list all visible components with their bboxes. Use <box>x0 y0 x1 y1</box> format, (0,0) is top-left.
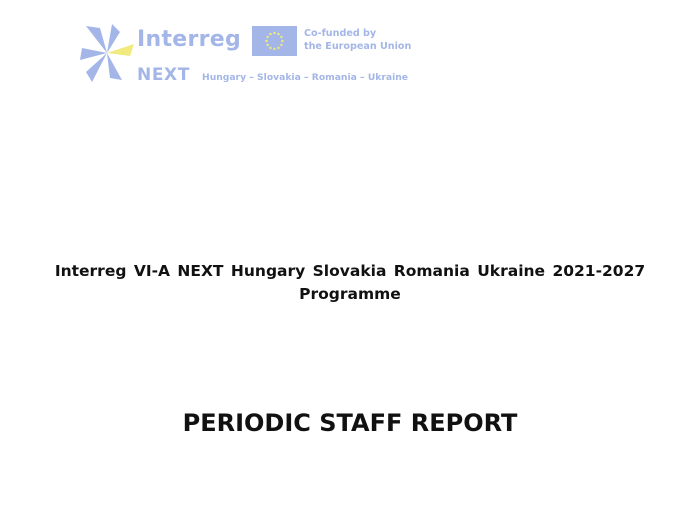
next-wordmark: NEXT <box>137 65 190 85</box>
interreg-next-logo <box>78 22 418 88</box>
cofunded-line-2: the European Union <box>304 41 412 52</box>
pinwheel-logo-icon <box>78 22 136 84</box>
interreg-wordmark: Interreg <box>137 27 242 52</box>
cofunded-text <box>304 27 411 53</box>
eu-flag-icon <box>252 26 297 56</box>
countries-line: Hungary – Slovakia – Romania – Ukraine <box>202 72 409 83</box>
programme-heading <box>20 260 680 306</box>
programme-line-2: Programme <box>299 285 401 303</box>
document-title: PERIODIC STAFF REPORT <box>182 409 518 437</box>
programme-line-1: Interreg VI-A NEXT Hungary Slovakia Romania Ukraine 2021-2027 <box>54 262 646 280</box>
cofunded-line-1: Co-funded by <box>304 28 377 39</box>
